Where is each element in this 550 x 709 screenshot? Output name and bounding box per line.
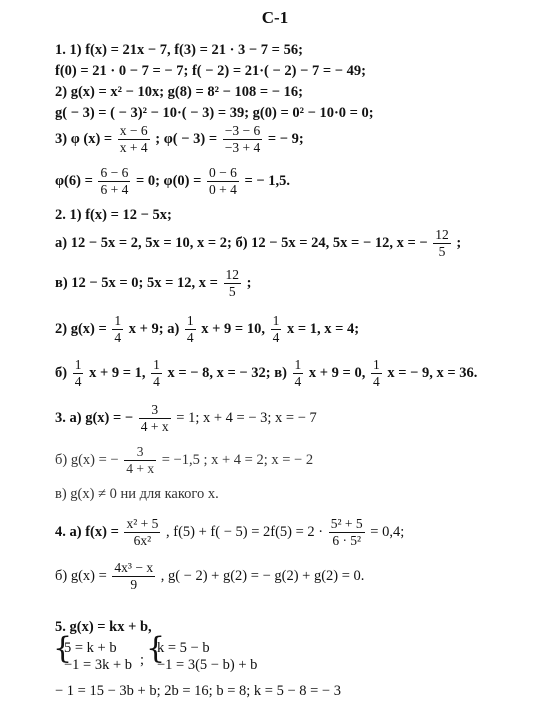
numerator: 1: [185, 314, 196, 330]
fraction: [293, 358, 304, 389]
system-brace: {: [146, 631, 166, 666]
line-text: g( − 3) = ( − 3)² − 10·( − 3) = 39; g(0) = 0² − 10·0 = 0;: [55, 105, 374, 121]
numerator: x² + 5: [124, 517, 160, 533]
fraction: [73, 358, 84, 389]
numerator: 1: [293, 358, 304, 374]
fraction: [139, 403, 171, 434]
system-eq-4: −1 = 3(5 − b) + b: [157, 657, 258, 673]
denominator: 5: [438, 244, 446, 260]
fraction: [185, 314, 196, 345]
fraction: [207, 166, 239, 197]
system-brace: {: [53, 631, 73, 666]
line-1: [55, 43, 303, 58]
line-5: [55, 124, 304, 155]
denominator: 5: [228, 284, 236, 300]
line-text: б): [55, 365, 68, 381]
line-2: [55, 64, 366, 79]
line-text: = 1; x + 4 = − 3; x = − 7: [176, 410, 317, 426]
line-9: [55, 268, 252, 299]
fraction: [223, 124, 262, 155]
line-text: а) 12 − 5x = 2, 5x = 10, x = 2; б) 12 − 5x = 24, 5x = − 12, x = −: [55, 235, 428, 251]
line-text: ;: [246, 275, 252, 291]
denominator: 6 · 5²: [332, 533, 362, 549]
line-12: [55, 403, 317, 434]
line-text: x + 9; а): [128, 321, 180, 337]
system-eq-1: 5 = k + b: [64, 640, 117, 656]
line-text: ; φ( − 3) =: [155, 131, 218, 147]
line-3: [55, 85, 303, 100]
denominator: 4: [114, 330, 122, 346]
fraction: [112, 314, 123, 345]
line-text: = 0; φ(0) =: [135, 173, 202, 189]
line-text: , f(5) + f( − 5) = 2f(5) = 2 ·: [166, 524, 324, 540]
line-text: 3. а) g(x) = −: [55, 410, 134, 426]
fraction: [118, 124, 150, 155]
line-text: x + 9 = 10,: [201, 321, 265, 337]
denominator: 4: [372, 374, 380, 390]
denominator: 6 + 4: [100, 182, 129, 198]
fraction: [271, 314, 282, 345]
denominator: −3 + 4: [224, 140, 261, 156]
page-title: С-1: [261, 8, 289, 27]
numerator: 12: [433, 228, 451, 244]
line-text: 2) g(x) =: [55, 321, 107, 337]
denominator: 4: [186, 330, 194, 346]
fraction: [98, 166, 130, 197]
line-14: [55, 487, 219, 502]
fraction: [124, 517, 160, 548]
line-7: [55, 208, 172, 223]
line-text: в) g(x) ≠ 0 ни для какого x.: [55, 486, 219, 502]
denominator: 4: [153, 374, 160, 390]
numerator: 1: [73, 358, 84, 374]
line-15: [55, 517, 404, 548]
fraction: [151, 358, 162, 389]
numerator: 1: [151, 358, 162, 374]
line-text: в) 12 − 5x = 0; 5x = 12, x =: [55, 275, 218, 291]
line-text: 5. g(x) = kx + b,: [55, 619, 152, 635]
numerator: 0 − 6: [207, 166, 239, 182]
line-11: [55, 358, 477, 389]
numerator: 4x³ − x: [112, 561, 155, 577]
numerator: 1: [271, 314, 282, 330]
line-text: 4. а) f(x) =: [55, 524, 119, 540]
line-8: [55, 228, 461, 259]
line-4: [55, 106, 374, 121]
denominator: 4: [294, 374, 302, 390]
numerator: 5² + 5: [329, 517, 365, 533]
line-text: 2. 1) f(x) = 12 − 5x;: [55, 207, 172, 223]
numerator: 6 − 6: [98, 166, 130, 182]
system-eq-2: −1 = 3k + b: [64, 657, 133, 673]
line-6: [55, 166, 290, 197]
line-16: [55, 561, 364, 592]
fraction: [329, 517, 365, 548]
line-text: 3) φ (x) =: [55, 131, 113, 147]
line-text: б) g(x) =: [55, 568, 107, 584]
fraction: [124, 445, 156, 476]
numerator: 1: [371, 358, 382, 374]
line-text: 1. 1) f(x) = 21x − 7, f(3) = 21 · 3 − 7 = 56;: [55, 42, 303, 58]
line-text: 2) g(x) = x² − 10x; g(8) = 8² − 108 = − 16;: [55, 84, 303, 100]
line-text: x + 9 = 1,: [89, 365, 146, 381]
line-text: x + 9 = 0,: [308, 365, 366, 381]
system-separator: ;: [140, 652, 145, 668]
denominator: 4: [272, 330, 280, 346]
line-text: − 1 = 15 − 3b + b; 2b = 16; b = 8; k = 5 − 8 = − 3: [55, 683, 341, 699]
denominator: 4 + x: [140, 419, 169, 435]
line-text: f(0) = 21 · 0 − 7 = − 7; f( − 2) = 21·( − 2) − 7 = − 49;: [55, 63, 366, 79]
line-text: = −1,5 ; x + 4 = 2; x = − 2: [161, 452, 314, 468]
denominator: 9: [130, 577, 138, 593]
line-text: = − 1,5.: [244, 173, 291, 189]
denominator: x + 4: [119, 140, 148, 156]
line-18: [55, 684, 341, 699]
line-text: x = − 8, x = − 32; в): [167, 365, 287, 381]
line-text: , g( − 2) + g(2) = − g(2) + g(2) = 0.: [160, 568, 365, 584]
line-text: x = − 9, x = 36.: [387, 365, 478, 381]
fraction: [433, 228, 451, 259]
numerator: 12: [224, 268, 242, 284]
fraction: [224, 268, 242, 299]
line-text: ;: [456, 235, 462, 251]
line-13: [55, 445, 313, 476]
line-text: б) g(x) = −: [55, 452, 119, 468]
fraction: [371, 358, 382, 389]
system-eq-3: k = 5 − b: [157, 640, 210, 656]
denominator: 6x²: [133, 533, 152, 549]
numerator: 3: [139, 403, 171, 419]
line-text: = 0,4;: [370, 524, 405, 540]
denominator: 4: [74, 374, 82, 390]
numerator: −3 − 6: [223, 124, 262, 140]
numerator: 1: [112, 314, 123, 330]
numerator: 3: [124, 445, 156, 461]
line-text: φ(6) =: [55, 173, 93, 189]
denominator: 4 + x: [126, 461, 155, 477]
fraction: [112, 561, 155, 592]
line-text: = − 9;: [267, 131, 304, 147]
denominator: 0 + 4: [209, 182, 237, 198]
line-10: [55, 314, 359, 345]
line-text: x = 1, x = 4;: [286, 321, 360, 337]
numerator: x − 6: [118, 124, 150, 140]
